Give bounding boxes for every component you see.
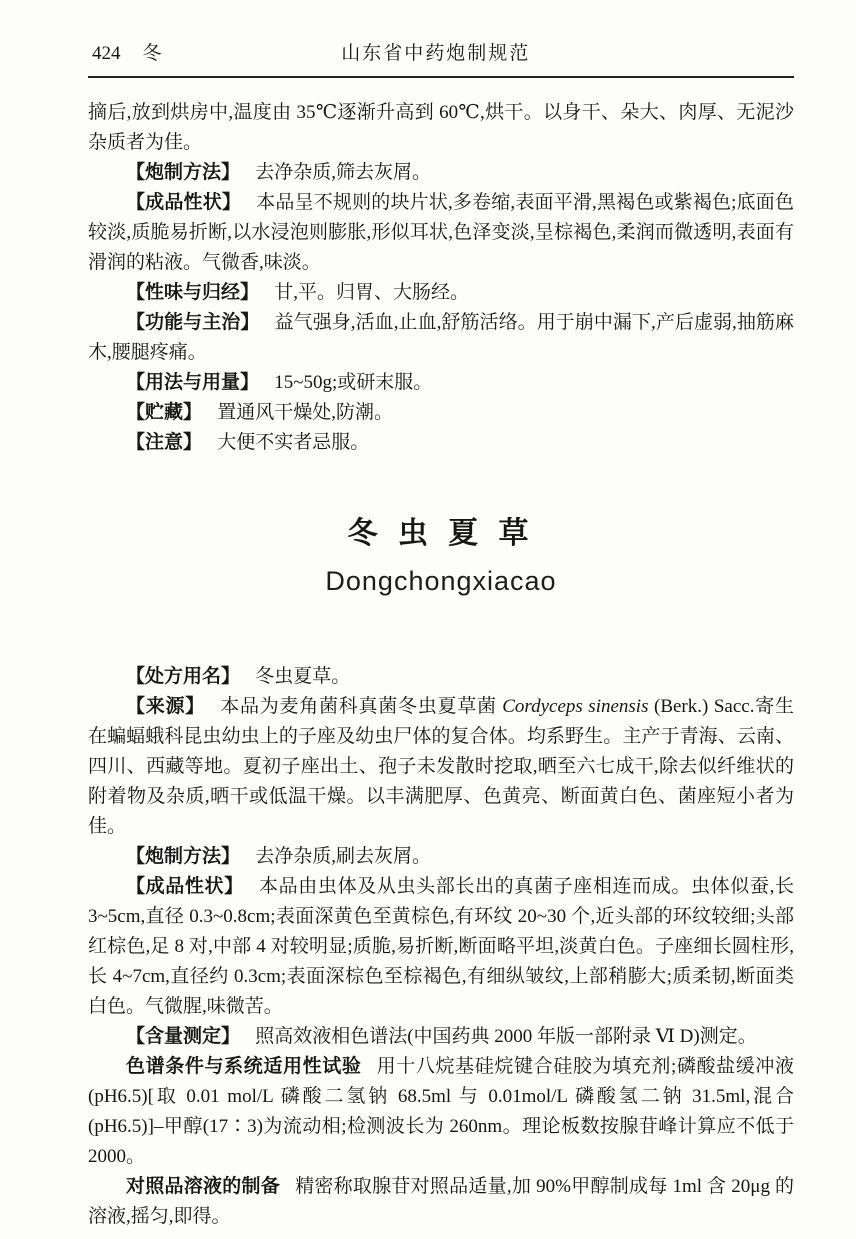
entry-processing-method bbox=[88, 158, 794, 188]
entry-text: 本品呈不规则的块片状,多卷缩,表面平滑,黑褐色或紫褐色;底面色较淡,质脆易折断,以水浸泡则膨胀,形似耳状,色泽变淡,呈棕褐色,柔润而微透明,表面有滑润的粘液。气微香,味淡。 bbox=[88, 192, 794, 273]
previous-monograph-block bbox=[88, 98, 794, 458]
entry-label: 【性味与归经】 bbox=[126, 282, 260, 303]
entry-taste-meridian bbox=[88, 278, 794, 308]
entry-text: 冬虫夏草。 bbox=[255, 666, 351, 687]
entry-text: 精密称取腺苷对照品适量,加 90%甲醇制成每 1ml 含 20μg 的溶液,摇匀,即得。 bbox=[88, 1176, 794, 1227]
entry-label: 【成品性状】 bbox=[126, 876, 244, 897]
entry-storage bbox=[88, 398, 794, 428]
entry-label: 【注意】 bbox=[126, 432, 203, 453]
entry-label: 【用法与用量】 bbox=[126, 372, 260, 393]
latin-binomial-name: Cordyceps sinensis bbox=[502, 696, 649, 717]
entry-text: 甘,平。归胃、大肠经。 bbox=[274, 282, 469, 303]
entry-processing-method bbox=[88, 842, 794, 872]
entry-text: 去净杂质,刷去灰屑。 bbox=[255, 846, 431, 867]
entry-label: 【来源】 bbox=[126, 696, 206, 717]
entry-text-before-latin: 本品为麦角菌科真菌冬虫夏草菌 bbox=[220, 696, 503, 717]
latin-authority: (Berk.) Sacc. bbox=[648, 696, 755, 717]
entry-chromatography-conditions bbox=[88, 1052, 794, 1172]
entry-label: 【炮制方法】 bbox=[126, 846, 241, 867]
running-header bbox=[88, 42, 794, 78]
subentry-label: 色谱条件与系统适用性试验 bbox=[126, 1056, 362, 1077]
entry-text: 15~50g;或研末服。 bbox=[274, 372, 433, 393]
monograph-heading bbox=[88, 514, 794, 598]
entry-text: 大便不实者忌服。 bbox=[217, 432, 370, 453]
entry-label: 【处方用名】 bbox=[126, 666, 241, 687]
entry-caution bbox=[88, 428, 794, 458]
page-content bbox=[88, 42, 794, 1232]
entry-label: 【炮制方法】 bbox=[126, 162, 241, 183]
entry-text: 益气强身,活血,止血,舒筋活络。用于崩中漏下,产后虚弱,抽筋麻木,腰腿疼痛。 bbox=[88, 312, 794, 363]
header-left bbox=[92, 42, 162, 66]
entry-product-description bbox=[88, 872, 794, 1022]
monograph-title: 冬 虫 夏 草 bbox=[347, 517, 535, 550]
entry-product-description bbox=[88, 188, 794, 278]
page-number: 424 bbox=[92, 43, 121, 64]
entry-text: 去净杂质,筛去灰屑。 bbox=[255, 162, 431, 183]
monograph-pinyin: Dongchongxiacao bbox=[325, 566, 557, 596]
entry-function-indication bbox=[88, 308, 794, 368]
entry-source bbox=[88, 692, 794, 842]
entry-dosage bbox=[88, 368, 794, 398]
section-char: 冬 bbox=[142, 43, 162, 64]
entry-reference-solution bbox=[88, 1172, 794, 1232]
entry-text: 用十八烷基硅烷键合硅胶为填充剂;磷酸盐缓冲液(pH6.5)[取 0.01 mol/L 磷酸二氢钠 68.5ml 与 0.01mol/L 磷酸氢二钠 31.5ml,混合(pH6.5)]–甲醇(17∶3)为流动相;检测波长为 260nm。理论板数按腺苷峰计算应不低于 2000。 bbox=[88, 1056, 794, 1167]
entry-label: 【功能与主治】 bbox=[126, 312, 260, 333]
entry-label: 【成品性状】 bbox=[126, 192, 242, 213]
entry-text: 置通风干燥处,防潮。 bbox=[217, 402, 393, 423]
entry-prescription-name bbox=[88, 662, 794, 692]
book-title: 山东省中药炮制规范 bbox=[341, 43, 531, 64]
entry-label: 【贮藏】 bbox=[126, 402, 203, 423]
entry-text-after-latin: 寄生在蝙蝠蛾科昆虫幼虫上的子座及幼虫尸体的复合体。均系野生。主产于青海、云南、四川、西藏等地。夏初子座出土、孢子未发散时挖取,晒至六七成干,除去似纤维状的附着物及杂质,晒干或低温干燥。以丰满肥厚、色黄亮、断面黄白色、菌座短小者为佳。 bbox=[88, 696, 794, 837]
entry-text: 本品由虫体及从虫头部长出的真菌子座相连而成。虫体似蚕,长 3~5cm,直径 0.3~0.8cm;表面深黄色至黄棕色,有环纹 20~30 个,近头部的环纹较细;头部红棕色,足 8 对,中部 4 对较明显;质脆,易折断,断面略平坦,淡黄白色。子座细长圆柱形,长 4~7cm,直径约 0.3cm;表面深棕色至棕褐色,有细纵皱纹,上部稍膨大;质柔韧,断面类白色。气微腥,味微苦。 bbox=[88, 876, 794, 1017]
entry-text: 照高效液相色谱法(中国药典 2000 年版一部附录 Ⅵ D)测定。 bbox=[255, 1026, 757, 1047]
continuation-paragraph: 摘后,放到烘房中,温度由 35℃逐渐升高到 60℃,烘干。以身干、朵大、肉厚、无泥沙杂质者为佳。 bbox=[88, 102, 794, 153]
subentry-label: 对照品溶液的制备 bbox=[126, 1176, 280, 1197]
monograph-body bbox=[88, 662, 794, 1232]
entry-assay bbox=[88, 1022, 794, 1052]
entry-label: 【含量测定】 bbox=[126, 1026, 241, 1047]
